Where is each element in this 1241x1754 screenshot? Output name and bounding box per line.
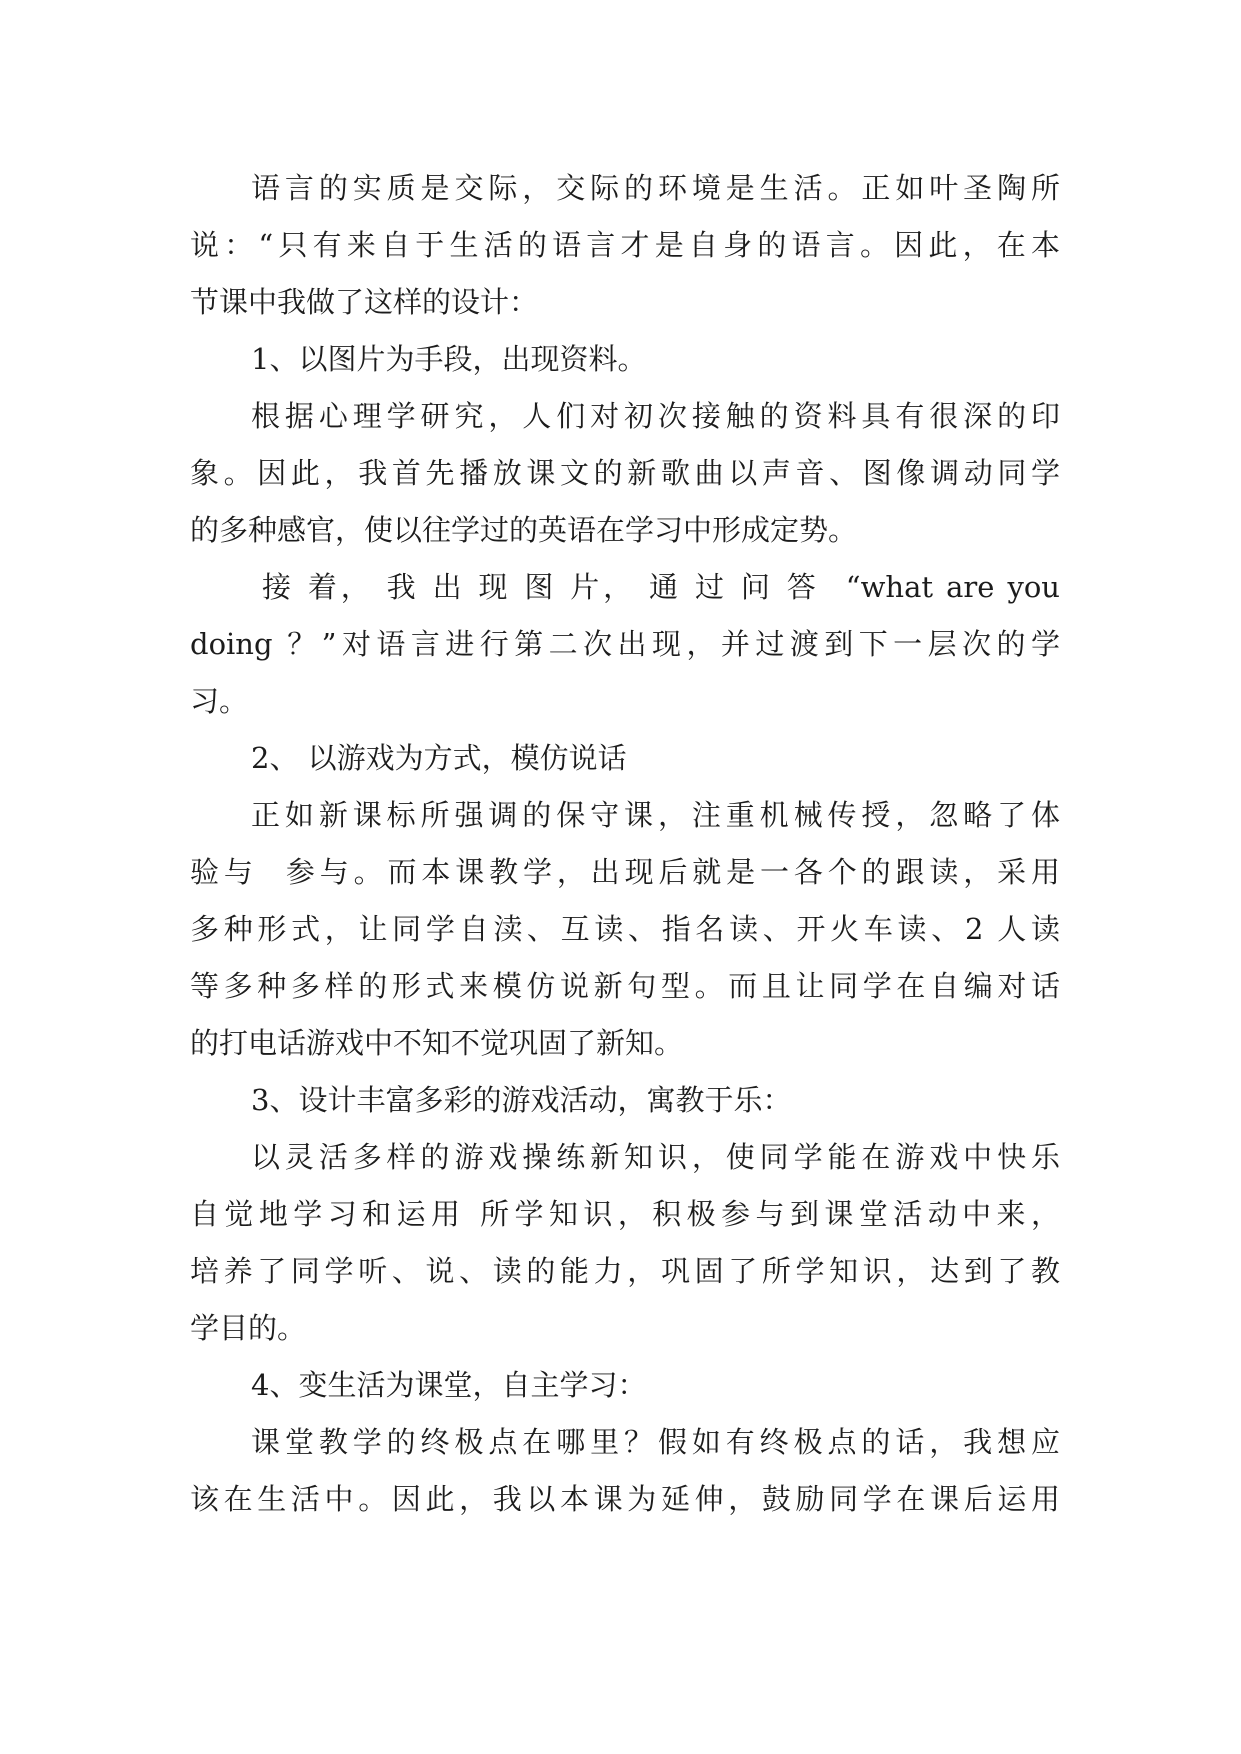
section-heading-text: 4、变生活为课堂，自主学习：: [251, 1368, 647, 1402]
paragraph-line: 的打电话游戏中不知不觉巩固了新知。: [190, 1026, 684, 1060]
paragraph: [190, 787, 1060, 1072]
paragraph-line: 验与 参与。而本课教学，出现后就是一各个的跟读，采用: [190, 855, 1060, 889]
paragraph-line: 课堂教学的终极点在哪里？假如有终极点的话，我想应: [251, 1425, 1060, 1459]
paragraph-line: 节课中我做了这样的设计：: [190, 285, 539, 319]
paragraph-line: 自觉地学习和运用 所学知识，积极参与到课堂活动中来，: [190, 1197, 1060, 1231]
paragraph-line: 以灵活多样的游戏操练新知识，使同学能在游戏中快乐: [251, 1140, 1060, 1174]
paragraph: [190, 1129, 1060, 1357]
section-heading: [190, 1357, 1060, 1414]
paragraph-line: 语言的实质是交际，交际的环境是生活。正如叶圣陶所: [251, 171, 1060, 205]
paragraph-line: 学目的。: [190, 1311, 307, 1345]
paragraph-line: 多种形式，让同学自渎、互读、指名读、开火车读、2 人读: [190, 912, 1060, 946]
section-heading-text: 2、 以游戏为方式，模仿说话: [251, 741, 627, 775]
paragraph-line: doing ？”对语言进行第二次出现，并过渡到下一层次的学: [190, 627, 1060, 661]
section-heading: [190, 331, 1060, 388]
section-heading-text: 3、设计丰富多彩的游戏活动，寓教于乐：: [251, 1083, 792, 1117]
section-heading-text: 1、以图片为手段，出现资料。: [251, 342, 647, 376]
paragraph: [190, 559, 1060, 730]
section-heading: [190, 1072, 1060, 1129]
paragraph: [190, 388, 1060, 559]
paragraph-line: 根据心理学研究，人们对初次接触的资料具有很深的印: [251, 399, 1060, 433]
paragraph-line: 培养了同学听、说、读的能力，巩固了所学知识，达到了教: [190, 1254, 1060, 1288]
document-body: [190, 160, 1060, 1528]
paragraph-line: 的多种感官，使以往学过的英语在学习中形成定势。: [190, 513, 858, 547]
paragraph-line: 象。因此，我首先播放课文的新歌曲以声音、图像调动同学: [190, 456, 1060, 490]
paragraph: [190, 1414, 1060, 1528]
paragraph-line: 等多种多样的形式来模仿说新句型。而且让同学在自编对话: [190, 969, 1060, 1003]
paragraph-line: 说：“只有来自于生活的语言才是自身的语言。因此，在本: [190, 228, 1060, 262]
paragraph: [190, 160, 1060, 331]
paragraph-line: 该在生活中。因此，我以本课为延伸，鼓励同学在课后运用: [190, 1482, 1060, 1516]
paragraph-line: 接 着， 我 出 现 图 片， 通 过 问 答 “what are you: [262, 570, 1060, 604]
paragraph-line: 习。: [190, 684, 249, 718]
paragraph-line: 正如新课标所强调的保守课，注重机械传授，忽略了体: [251, 798, 1060, 832]
section-heading: [190, 730, 1060, 787]
